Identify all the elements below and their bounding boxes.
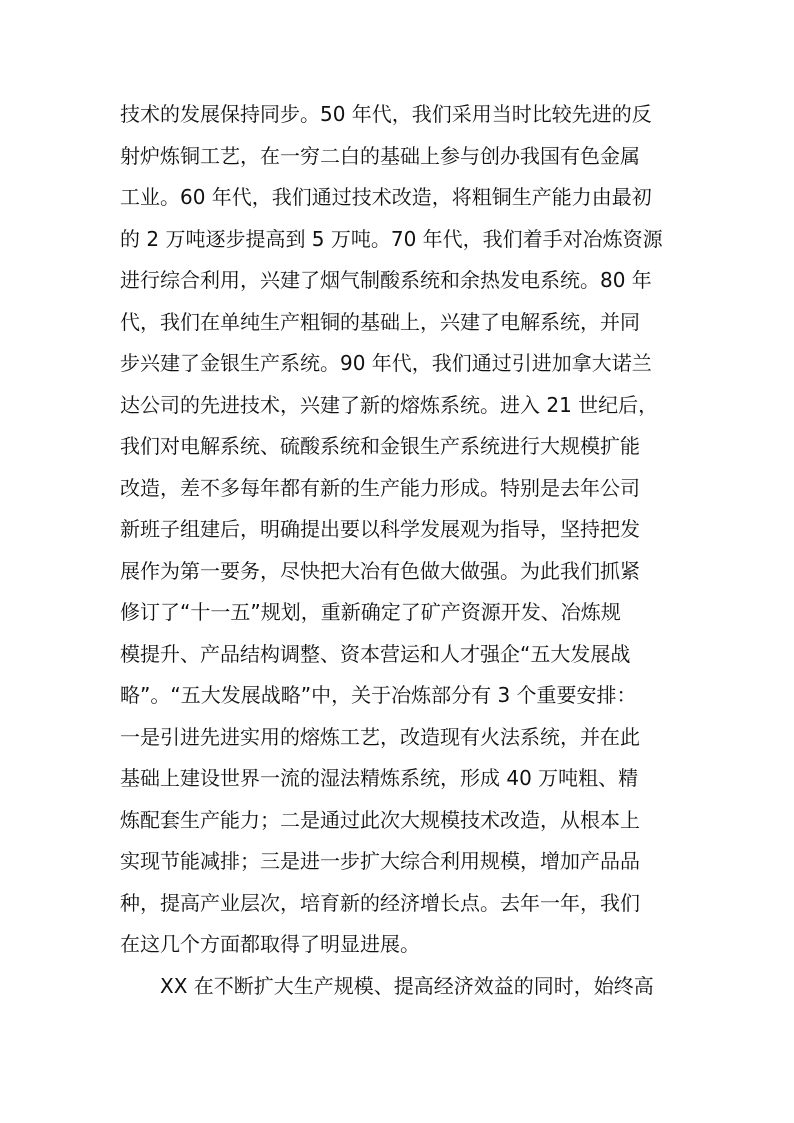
text-line: 步兴建了金银生产系统。90 年代，我们通过引进加拿大诺兰 bbox=[120, 351, 652, 375]
text-line: 新班子组建后，明确提出要以科学发展观为指导，坚持把发 bbox=[120, 517, 640, 541]
text-line: 我们对电解系统、硫酸系统和金银生产系统进行大规模扩能 bbox=[120, 434, 640, 458]
paragraph-start-line: XX 在不断扩大生产规模、提高经济效益的同时，始终高 bbox=[160, 973, 654, 998]
text-line: 模提升、产品结构调整、资本营运和人才强企“五大发展战 bbox=[120, 641, 631, 666]
text-line: 技术的发展保持同步。50 年代，我们采用当时比较先进的反 bbox=[120, 102, 652, 126]
text-line: 进行综合利用，兴建了烟气制酸系统和余热发电系统。80 年 bbox=[120, 268, 652, 292]
text-line: 在这几个方面都取得了明显进展。 bbox=[120, 932, 420, 956]
text-line: 改造，差不多每年都有新的生产能力形成。特别是去年公司 bbox=[120, 475, 640, 500]
text-line: 种，提高产业层次，培育新的经济增长点。去年一年，我们 bbox=[120, 890, 640, 915]
text-line: 修订了“十一五”规划，重新确定了矿产资源开发、冶炼规 bbox=[120, 600, 621, 624]
body-text bbox=[120, 94, 680, 1007]
text-line: 一是引进先进实用的熔炼工艺，改造现有火法系统，并在此 bbox=[120, 724, 640, 749]
text-line: 展作为第一要务，尽快把大冶有色做大做强。为此我们抓紧 bbox=[120, 558, 640, 583]
text-line: 达公司的先进技术，兴建了新的熔炼系统。进入 21 世纪后， bbox=[120, 392, 659, 417]
text-line: 基础上建设世界一流的湿法精炼系统，形成 40 万吨粗、精 bbox=[120, 766, 639, 790]
text-line: 略”。“五大发展战略”中，关于冶炼部分有 3 个重要安排： bbox=[120, 683, 637, 707]
text-line: 射炉炼铜工艺，在一穷二白的基础上参与创办我国有色金属 bbox=[120, 143, 640, 168]
text-line: 炼配套生产能力；二是通过此次大规模技术改造，从根本上 bbox=[120, 807, 640, 832]
text-line: 代，我们在单纯生产粗铜的基础上，兴建了电解系统，并同 bbox=[120, 309, 640, 334]
text-line: 工业。60 年代，我们通过技术改造，将粗铜生产能力由最初 bbox=[120, 185, 652, 209]
text-line: 实现节能减排；三是进一步扩大综合利用规模，增加产品品 bbox=[120, 849, 640, 873]
text-line: 的 2 万吨逐步提高到 5 万吨。70 年代，我们着手对冶炼资源 bbox=[120, 226, 663, 251]
